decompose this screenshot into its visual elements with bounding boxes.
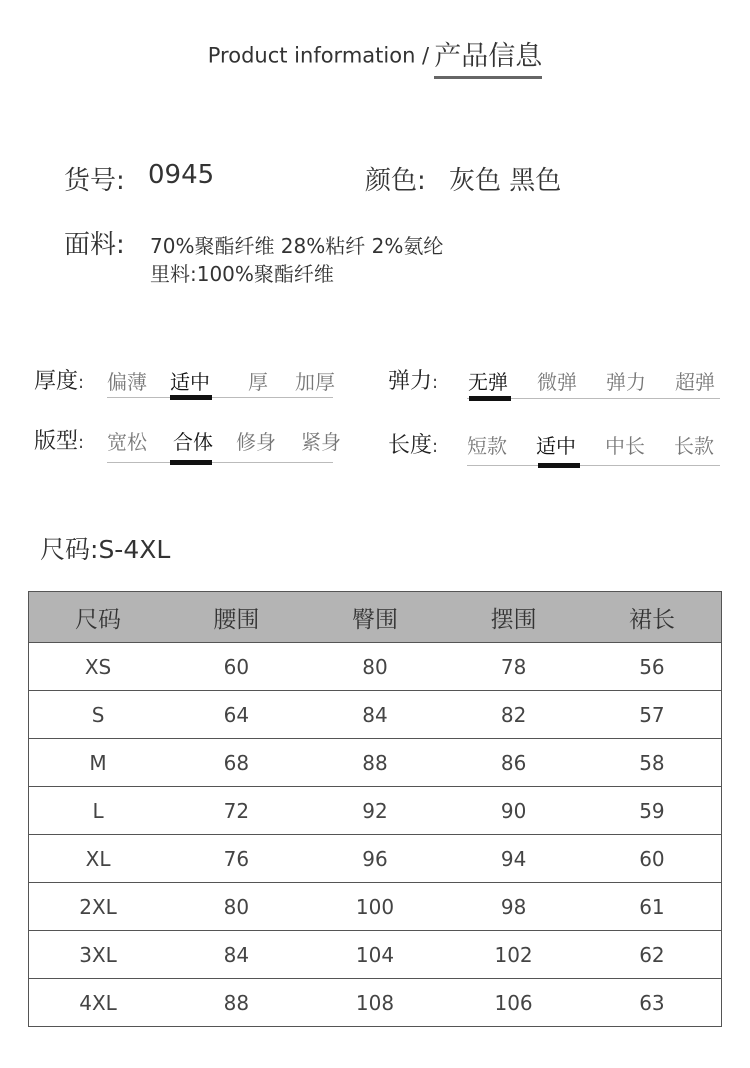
fit-label: 版型: [34, 429, 85, 454]
fit-scale [107, 462, 333, 463]
size-range-label: 尺码: [40, 535, 99, 564]
thickness-option-thick: 厚 [248, 370, 268, 394]
fabric-label: 面料: [64, 230, 125, 260]
elasticity-option-none: 无弹 [468, 370, 508, 394]
cell-waist: 72 [167, 787, 306, 835]
page-header [0, 34, 750, 77]
cell-size: L [29, 787, 168, 835]
cell-waist: 64 [167, 691, 306, 739]
table-row [29, 691, 722, 739]
elasticity-option-stretch: 弹力 [606, 370, 646, 394]
cell-skirt-length: 56 [583, 643, 722, 691]
length-option-short: 短款 [467, 434, 507, 458]
fit-option-slim: 修身 [236, 430, 276, 454]
cell-size: 3XL [29, 931, 168, 979]
header-waist: 腰围 [167, 592, 306, 643]
title-zh: 产品信息 [434, 34, 542, 77]
cell-waist: 68 [167, 739, 306, 787]
cell-size: 2XL [29, 883, 168, 931]
cell-skirt-length: 63 [583, 979, 722, 1027]
elasticity-label: 弹力: [388, 369, 439, 394]
cell-waist: 88 [167, 979, 306, 1027]
cell-waist: 84 [167, 931, 306, 979]
size-range-value: S-4XL [98, 535, 171, 564]
cell-size: 4XL [29, 979, 168, 1027]
color-label: 颜色: [365, 166, 426, 196]
cell-skirt-length: 60 [583, 835, 722, 883]
header-size: 尺码 [29, 592, 168, 643]
cell-size: XS [29, 643, 168, 691]
cell-hem: 98 [444, 883, 583, 931]
cell-hip: 92 [306, 787, 445, 835]
cell-waist: 80 [167, 883, 306, 931]
sku-value: 0945 [148, 160, 215, 190]
sku-label: 货号: [64, 166, 125, 196]
cell-hem: 78 [444, 643, 583, 691]
length-option-medium: 适中 [536, 434, 576, 458]
cell-waist: 60 [167, 643, 306, 691]
fabric-lining: 里料:100%聚酯纤维 [150, 262, 334, 286]
fit-option-regular: 合体 [173, 430, 213, 454]
thickness-option-extra-thick: 加厚 [295, 370, 335, 394]
cell-hip: 108 [306, 979, 445, 1027]
elasticity-option-slight: 微弹 [537, 370, 577, 394]
elasticity-selected-marker [469, 396, 511, 401]
cell-size: XL [29, 835, 168, 883]
cell-skirt-length: 61 [583, 883, 722, 931]
cell-hem: 106 [444, 979, 583, 1027]
cell-size: S [29, 691, 168, 739]
length-selected-marker [538, 463, 580, 468]
length-scale [467, 465, 720, 466]
table-header-row [29, 592, 722, 643]
cell-hip: 88 [306, 739, 445, 787]
table-row [29, 787, 722, 835]
length-option-mid-long: 中长 [605, 434, 645, 458]
title-en: Product information / [207, 43, 430, 68]
length-option-long: 长款 [674, 434, 714, 458]
cell-hem: 82 [444, 691, 583, 739]
thickness-option-medium: 适中 [170, 370, 210, 394]
thickness-label: 厚度: [34, 369, 85, 394]
cell-hip: 84 [306, 691, 445, 739]
fit-selected-marker [170, 460, 212, 465]
cell-hip: 80 [306, 643, 445, 691]
table-row [29, 739, 722, 787]
thickness-option-thin: 偏薄 [107, 370, 147, 394]
cell-hem: 94 [444, 835, 583, 883]
cell-skirt-length: 57 [583, 691, 722, 739]
size-table [28, 591, 722, 1027]
fit-option-tight: 紧身 [301, 430, 341, 454]
color-value: 灰色 黑色 [449, 166, 562, 196]
cell-waist: 76 [167, 835, 306, 883]
table-row [29, 883, 722, 931]
cell-hip: 104 [306, 931, 445, 979]
elasticity-option-super: 超弹 [675, 370, 715, 394]
header-hip: 臀围 [306, 592, 445, 643]
table-row [29, 979, 722, 1027]
cell-hem: 90 [444, 787, 583, 835]
cell-hip: 100 [306, 883, 445, 931]
thickness-selected-marker [170, 395, 212, 400]
cell-skirt-length: 62 [583, 931, 722, 979]
thickness-scale [107, 397, 333, 398]
size-range [40, 530, 170, 566]
fit-option-loose: 宽松 [107, 430, 147, 454]
cell-hem: 102 [444, 931, 583, 979]
table-row [29, 643, 722, 691]
table-row [29, 835, 722, 883]
cell-hem: 86 [444, 739, 583, 787]
fabric-main: 70%聚酯纤维 28%粘纤 2%氨纶 [150, 234, 444, 258]
cell-skirt-length: 58 [583, 739, 722, 787]
header-hem: 摆围 [444, 592, 583, 643]
header-skirt-length: 裙长 [583, 592, 722, 643]
table-row [29, 931, 722, 979]
cell-size: M [29, 739, 168, 787]
cell-hip: 96 [306, 835, 445, 883]
length-label: 长度: [388, 433, 439, 458]
cell-skirt-length: 59 [583, 787, 722, 835]
